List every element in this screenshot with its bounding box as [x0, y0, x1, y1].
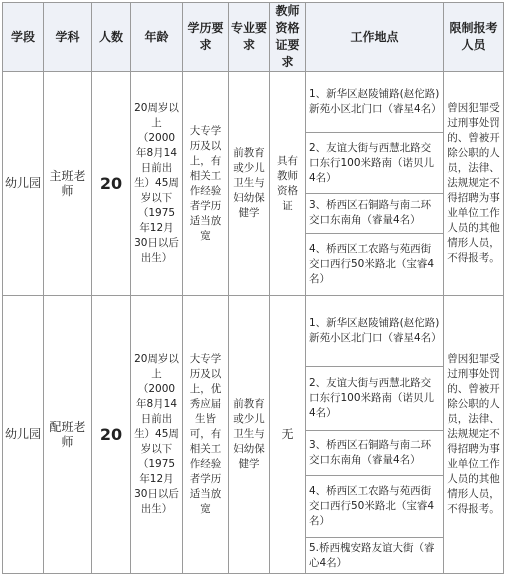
- stage-cell: 幼儿园: [3, 296, 44, 574]
- recruitment-table: [2, 2, 504, 574]
- age-cell: 20周岁以上（2000年8月14日前出生）45周岁以下（1975年12月30日以后出生）: [131, 296, 183, 574]
- table-row: [3, 296, 504, 367]
- header-certificate: 教师资格证要求: [270, 3, 306, 72]
- count-cell: 20: [92, 72, 131, 296]
- header-restriction: 限制报考人员: [444, 3, 504, 72]
- header-education: 学历要求: [183, 3, 229, 72]
- header-count: 人数: [92, 3, 131, 72]
- header-subject: 学科: [44, 3, 92, 72]
- header-age: 年龄: [131, 3, 183, 72]
- location-cell: 1、新华区赵陵铺路(赵佗路)新苑小区北门口（睿星4名）: [306, 296, 444, 367]
- location-cell: 2、友谊大街与西慧北路交口东行100米路南（诺贝儿4名）: [306, 367, 444, 431]
- header-row: [3, 3, 504, 72]
- location-cell: 4、桥西区工农路与苑西街交口西行50米路北（宝睿4名）: [306, 233, 444, 295]
- education-cell: 大专学历及以上，优秀应届生皆可，有相关工作经验者学历适当放宽: [183, 296, 229, 574]
- major-cell: 前教育或少儿卫生与妇幼保健学: [229, 72, 270, 296]
- subject-cell: 主班老师: [44, 72, 92, 296]
- location-cell: 1、新华区赵陵铺路(赵佗路)新苑小区北门口（睿星4名）: [306, 72, 444, 133]
- location-cell: 3、桥西区石铜路与南二环交口东南角（睿量4名）: [306, 430, 444, 475]
- restriction-cell: 曾因犯罪受过刑事处罚的、曾被开除公职的人员，法律、法规规定不得招聘为事业单位工作人员的其他情形人员，不得报考。: [444, 72, 504, 296]
- education-cell: 大专学历及以上，有相关工作经验者学历适当放宽: [183, 72, 229, 296]
- count-cell: 20: [92, 296, 131, 574]
- major-cell: 前教育或少儿卫生与妇幼保健学: [229, 296, 270, 574]
- restriction-cell: 曾因犯罪受过刑事处罚的、曾被开除公职的人员，法律、法规规定不得招聘为事业单位工作人员的其他情形人员，不得报考。: [444, 296, 504, 574]
- location-cell: 5.桥西槐安路友谊大街（睿心4名）: [306, 538, 444, 574]
- age-cell: 20周岁以上（2000年8月14日前出生）45周岁以下（1975年12月30日以后出生）: [131, 72, 183, 296]
- header-stage: 学段: [3, 3, 44, 72]
- stage-cell: 幼儿园: [3, 72, 44, 296]
- certificate-cell: 具有教师资格证: [270, 72, 306, 296]
- location-cell: 3、桥西区石铜路与南二环交口东南角（睿量4名）: [306, 193, 444, 233]
- subject-cell: 配班老师: [44, 296, 92, 574]
- location-cell: 4、桥西区工农路与苑西街交口西行50米路北（宝睿4名）: [306, 475, 444, 537]
- table-row: [3, 72, 504, 133]
- header-major: 专业要求: [229, 3, 270, 72]
- header-location: 工作地点: [306, 3, 444, 72]
- certificate-cell: 无: [270, 296, 306, 574]
- location-cell: 2、友谊大街与西慧北路交口东行100米路南（诺贝儿4名）: [306, 133, 444, 193]
